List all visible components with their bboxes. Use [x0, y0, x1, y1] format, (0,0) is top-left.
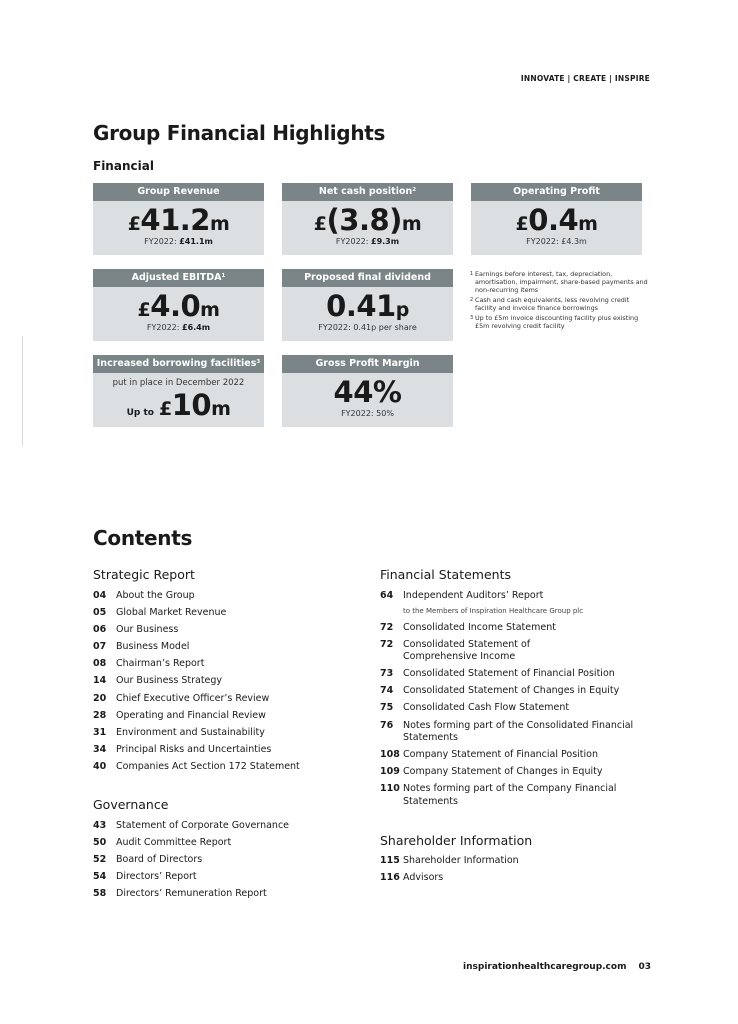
- toc-entry[interactable]: 05 Global Market Revenue: [93, 607, 227, 619]
- heading-strategic-report: Strategic Report: [93, 567, 195, 582]
- margin-rule: [22, 336, 23, 446]
- card-prior-year: FY2022: 0.41p per share: [318, 323, 417, 332]
- toc-entry[interactable]: 72 Consolidated Income Statement: [380, 621, 556, 633]
- heading-financial-statements: Financial Statements: [380, 567, 511, 582]
- contents-title: Contents: [93, 526, 193, 550]
- footnote: 2 Cash and cash equivalents, less revolving credit facility and invoice finance borrowings: [470, 296, 630, 312]
- toc-entry[interactable]: 52 Board of Directors: [93, 854, 203, 866]
- card-header: Gross Profit Margin: [282, 355, 453, 373]
- card-final-dividend: [282, 269, 453, 341]
- toc-entry[interactable]: 28 Operating and Financial Review: [93, 709, 266, 721]
- website-link[interactable]: inspirationhealthcaregroup.com: [463, 962, 627, 972]
- footnotes: [470, 270, 650, 332]
- card-adjusted-ebitda: [93, 269, 264, 341]
- card-header: Net cash position$^2$: [282, 183, 453, 201]
- footnote: 3 Up to £5m invoice discounting facility plus existing £5m revolving credit facility: [470, 314, 639, 330]
- card-prior-year: FY2022: 50%: [341, 409, 394, 418]
- toc-entry[interactable]: 06 Our Business: [93, 624, 179, 636]
- card-prior-year: FY2022: £4.3m: [526, 237, 587, 246]
- page-footer: [463, 962, 651, 972]
- toc-entry[interactable]: 40 Companies Act Section 172 Statement: [93, 760, 300, 772]
- card-header: Increased borrowing facilities$^3$: [93, 355, 264, 373]
- toc-entry[interactable]: 34 Principal Risks and Uncertainties: [93, 743, 272, 755]
- card-prior-year: FY2022: £41.1m: [144, 237, 213, 246]
- toc-entry[interactable]: 110 Notes forming part of the Company Financial Statements: [380, 783, 617, 807]
- footnote: 1 Earnings before interest, tax, depreciation, amortisation, impairment, share-based payments and non-recurring items: [470, 270, 648, 294]
- header-tagline: INNOVATE | CREATE | INSPIRE: [520, 74, 650, 83]
- toc-entry[interactable]: 108 Company Statement of Financial Position: [380, 749, 599, 761]
- heading-shareholder-information: Shareholder Information: [380, 833, 533, 848]
- card-group-revenue: [93, 183, 264, 255]
- toc-entry[interactable]: 58 Directors’ Remuneration Report: [93, 888, 267, 900]
- card-header: Group Revenue: [93, 183, 264, 201]
- toc-entry[interactable]: 31 Environment and Sustainability: [93, 726, 265, 738]
- toc-entry[interactable]: 64 Independent Auditors’ Report to the Members of Inspiration Healthcare Group plc: [380, 590, 584, 615]
- toc-entry[interactable]: 08 Chairman’s Report: [93, 658, 205, 670]
- card-borrowing-facilities: [93, 355, 264, 427]
- toc-entry[interactable]: 73 Consolidated Statement of Financial Position: [380, 668, 615, 680]
- toc-entry[interactable]: 72 Consolidated Statement of Comprehensive Income: [380, 638, 531, 663]
- section-subtitle-financial: Financial: [93, 159, 154, 173]
- toc-entry[interactable]: 50 Audit Committee Report: [93, 837, 232, 849]
- card-value: Up to £10m: [126, 388, 231, 422]
- toc-entry[interactable]: 109 Company Statement of Changes in Equity: [380, 766, 603, 778]
- card-intro: put in place in December 2022: [112, 378, 245, 388]
- card-value: £4.0m: [137, 289, 220, 323]
- toc-entry[interactable]: 115 Shareholder Information: [380, 855, 519, 866]
- toc-entry[interactable]: 116 Advisors: [380, 872, 444, 884]
- card-value: £41.2m: [127, 203, 230, 237]
- toc-entry[interactable]: 54 Directors’ Report: [93, 871, 197, 883]
- toc-shareholder-information: [380, 855, 650, 889]
- card-operating-profit: [471, 183, 642, 255]
- card-value: £0.4m: [515, 203, 598, 237]
- toc-entry[interactable]: 76 Notes forming part of the Consolidated Financial Statements: [380, 719, 634, 744]
- card-net-cash: [282, 183, 453, 255]
- card-value: 0.41p: [326, 289, 409, 323]
- toc-entry[interactable]: 07 Business Model: [93, 641, 190, 653]
- page-number: 03: [638, 962, 651, 972]
- toc-strategic-report: [93, 590, 363, 778]
- toc-entry[interactable]: 74 Consolidated Statement of Changes in Equity: [380, 685, 620, 697]
- card-prior-year: FY2022: £9.3m: [335, 237, 400, 246]
- toc-governance: [93, 820, 363, 905]
- card-header: Operating Profit: [471, 183, 642, 201]
- card-prior-year: FY2022: £6.4m: [146, 323, 211, 332]
- toc-entry[interactable]: 75 Consolidated Cash Flow Statement: [380, 702, 570, 714]
- card-value: 44%: [333, 375, 402, 409]
- heading-governance: Governance: [93, 797, 169, 812]
- card-value: £(3.8)m: [313, 203, 422, 237]
- card-header: Proposed final dividend: [282, 269, 453, 287]
- toc-entry[interactable]: 14 Our Business Strategy: [93, 675, 223, 687]
- card-header: Adjusted EBITDA$^1$: [93, 269, 264, 287]
- page-title: Group Financial Highlights: [93, 121, 386, 145]
- toc-entry[interactable]: 20 Chief Executive Officer’s Review: [93, 692, 270, 704]
- toc-entry[interactable]: 43 Statement of Corporate Governance: [93, 820, 290, 831]
- card-gross-margin: [282, 355, 453, 427]
- toc-financial-statements: [380, 590, 650, 813]
- toc-entry[interactable]: 04 About the Group: [93, 590, 195, 601]
